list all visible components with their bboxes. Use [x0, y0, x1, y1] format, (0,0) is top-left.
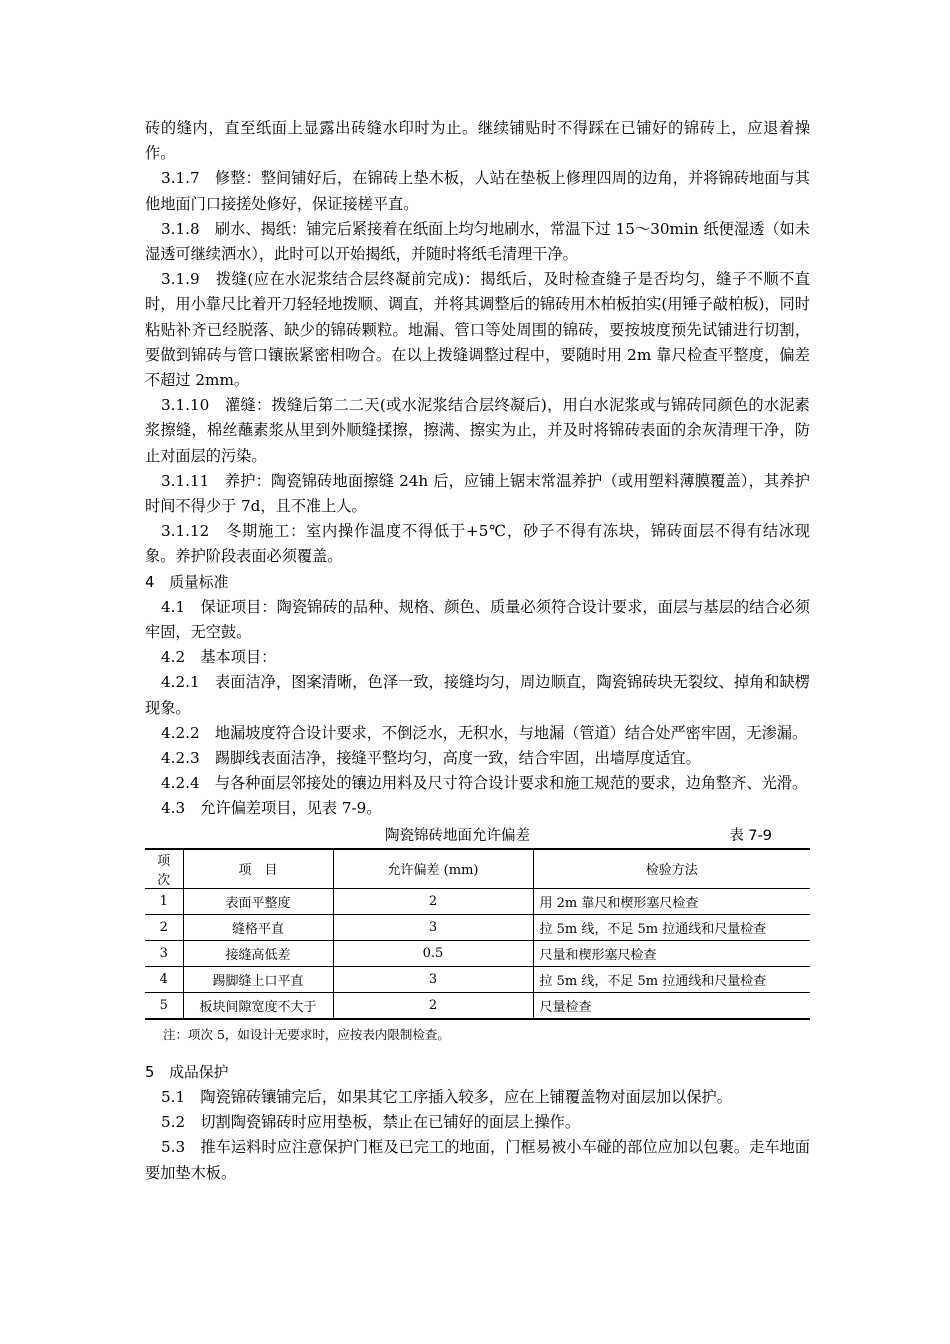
header-method: 检验方法	[533, 849, 810, 889]
paragraph-3-1-11: 3.1.11 养护：陶瓷锦砖地面擦缝 24h 后，应铺上锯末常温养护（或用塑料薄膜覆盖），其养护时间不得少于 7d，且不准上人。	[145, 471, 810, 516]
cell-tolerance: 3	[333, 914, 533, 940]
paragraph-4-2: 4.2 基本项目：	[161, 648, 277, 667]
paragraph-3-1-7: 3.1.7 修整：整间铺好后，在锦砖上垫木板，人站在垫板上修理四周的边角，并将锦砖地面与其他地面门口接搓处修好，保证接槎平直。	[145, 169, 810, 213]
table-number: 表 7-9	[729, 827, 772, 844]
paragraph-5-3: 5.3 推车运料时应注意保护门框及已完工的地面，门框易被小车碰的部位应加以包裹。走车地面要加垫木板。	[145, 1138, 810, 1182]
header-tolerance: 允许偏差 (mm)	[333, 849, 533, 889]
section-5-heading: 5 成品保护	[145, 1063, 229, 1081]
table-row	[145, 940, 810, 966]
paragraph-4-2-3: 4.2.3 踢脚线表面洁净，接缝平整均匀，高度一致，结合牢固，出墙厚度适宜。	[161, 749, 701, 768]
table-note: 注：项次 5，如设计无要求时，应按表内限制检查。	[163, 1026, 450, 1042]
section-4-heading: 4 质量标准	[145, 573, 229, 591]
header-item: 项 目	[183, 849, 333, 889]
cell-method: 拉 5m 线，不足 5m 拉通线和尺量检查	[533, 914, 810, 940]
cell-tolerance: 2	[333, 888, 533, 914]
table-row	[145, 914, 810, 940]
header-item-no: 项次	[145, 849, 183, 889]
table-row	[145, 966, 810, 992]
cell-item: 表面平整度	[183, 888, 333, 914]
cell-no: 4	[145, 966, 183, 992]
cell-no: 2	[145, 914, 183, 940]
paragraph-4-3: 4.3 允许偏差项目，见表 7-9。	[161, 799, 382, 818]
paragraph-4-2-4: 4.2.4 与各种面层邻接处的镶边用料及尺寸符合设计要求和施工规范的要求，边角整齐、光滑。	[161, 774, 808, 793]
cell-method: 拉 5m 线，不足 5m 拉通线和尺量检查	[533, 966, 810, 992]
paragraph-4-2-1: 4.2.1 表面洁净，图案清晰，色泽一致，接缝均匀，周边顺直，陶瓷锦砖块无裂纹、掉角和缺楞现象。	[145, 673, 810, 717]
paragraph-3-1-9: 3.1.9 拨缝(应在水泥浆结合层终凝前完成)：揭纸后，及时检查缝子是否均匀，缝子不顺不直时，用小靠尺比着开刀轻轻地拨顺、调直，并将其调整后的锦砖用木柏板拍实(用锤子敲柏板)，同时粘贴补齐已经脱落、缺少的锦砖颗粒。地漏、管口等处周围的锦砖，要按坡度预先试铺进行切割，要做到锦砖与管口镶嵌紧密相吻合。在以上拨缝调整过程中，要随时用 2m 靠尺检查平整度，偏差不超过 2mm。	[145, 270, 810, 390]
paragraph-4-2-2: 4.2.2 地漏坡度符合设计要求，不倒泛水，无积水，与地漏（管道）结合处严密牢固，无渗漏。	[161, 723, 808, 742]
table-header-row	[145, 849, 810, 889]
table-row	[145, 992, 810, 1019]
table-title: 陶瓷锦砖地面允许偏差	[385, 827, 530, 844]
paragraph-5-1: 5.1 陶瓷锦砖镶铺完后，如果其它工序插入较多，应在上铺覆盖物对面层加以保护。	[161, 1087, 732, 1106]
paragraph-3-1-10: 3.1.10 灌缝：拨缝后第二二天(或水泥浆结合层终凝后)，用白水泥浆或与锦砖同颜色的水泥素浆擦缝，棉丝蘸素浆从里到外顺缝揉擦，擦满、擦实为止，并及时将锦砖表面的余灰清理干净，防止对面层的污染。	[145, 396, 810, 465]
cell-method: 用 2m 靠尺和楔形塞尺检查	[533, 888, 810, 914]
table-caption	[145, 824, 810, 848]
cell-method: 尺量和楔形塞尺检查	[533, 940, 810, 966]
spacer	[145, 1046, 810, 1060]
cell-tolerance: 3	[333, 966, 533, 992]
cell-tolerance: 0.5	[333, 940, 533, 966]
tolerance-table	[145, 848, 810, 1020]
cell-tolerance: 2	[333, 992, 533, 1019]
cell-method: 尺量检查	[533, 992, 810, 1019]
cell-no: 3	[145, 940, 183, 966]
table-row	[145, 888, 810, 914]
cell-no: 1	[145, 888, 183, 914]
cell-item: 接缝高低差	[183, 940, 333, 966]
paragraph: 砖的缝内，直至纸面上显露出砖缝水印时为止。继续铺贴时不得踩在已铺好的锦砖上，应退着操作。	[145, 119, 810, 163]
cell-no: 5	[145, 992, 183, 1019]
paragraph-3-1-12: 3.1.12 冬期施工：室内操作温度不得低于+5℃，砂子不得有冻块，锦砖面层不得有结冰现象。养护阶段表面必须覆盖。	[145, 522, 810, 566]
cell-item: 踢脚缝上口平直	[183, 966, 333, 992]
paragraph-4-1: 4.1 保证项目：陶瓷锦砖的品种、规格、颜色、质量必须符合设计要求，面层与基层的结合必须牢固，无空鼓。	[145, 597, 810, 642]
document-body	[145, 116, 810, 1186]
cell-item: 板块间隙宽度不大于	[183, 992, 333, 1019]
cell-item: 缝格平直	[183, 914, 333, 940]
paragraph-5-2: 5.2 切割陶瓷锦砖时应用垫板，禁止在已铺好的面层上操作。	[161, 1113, 581, 1132]
paragraph-3-1-8: 3.1.8 刷水、揭纸：铺完后紧接着在纸面上均匀地刷水，常温下过 15～30min 纸便湿透（如未湿透可继续洒水），此时可以开始揭纸，并随时将纸毛清理干净。	[145, 219, 810, 264]
